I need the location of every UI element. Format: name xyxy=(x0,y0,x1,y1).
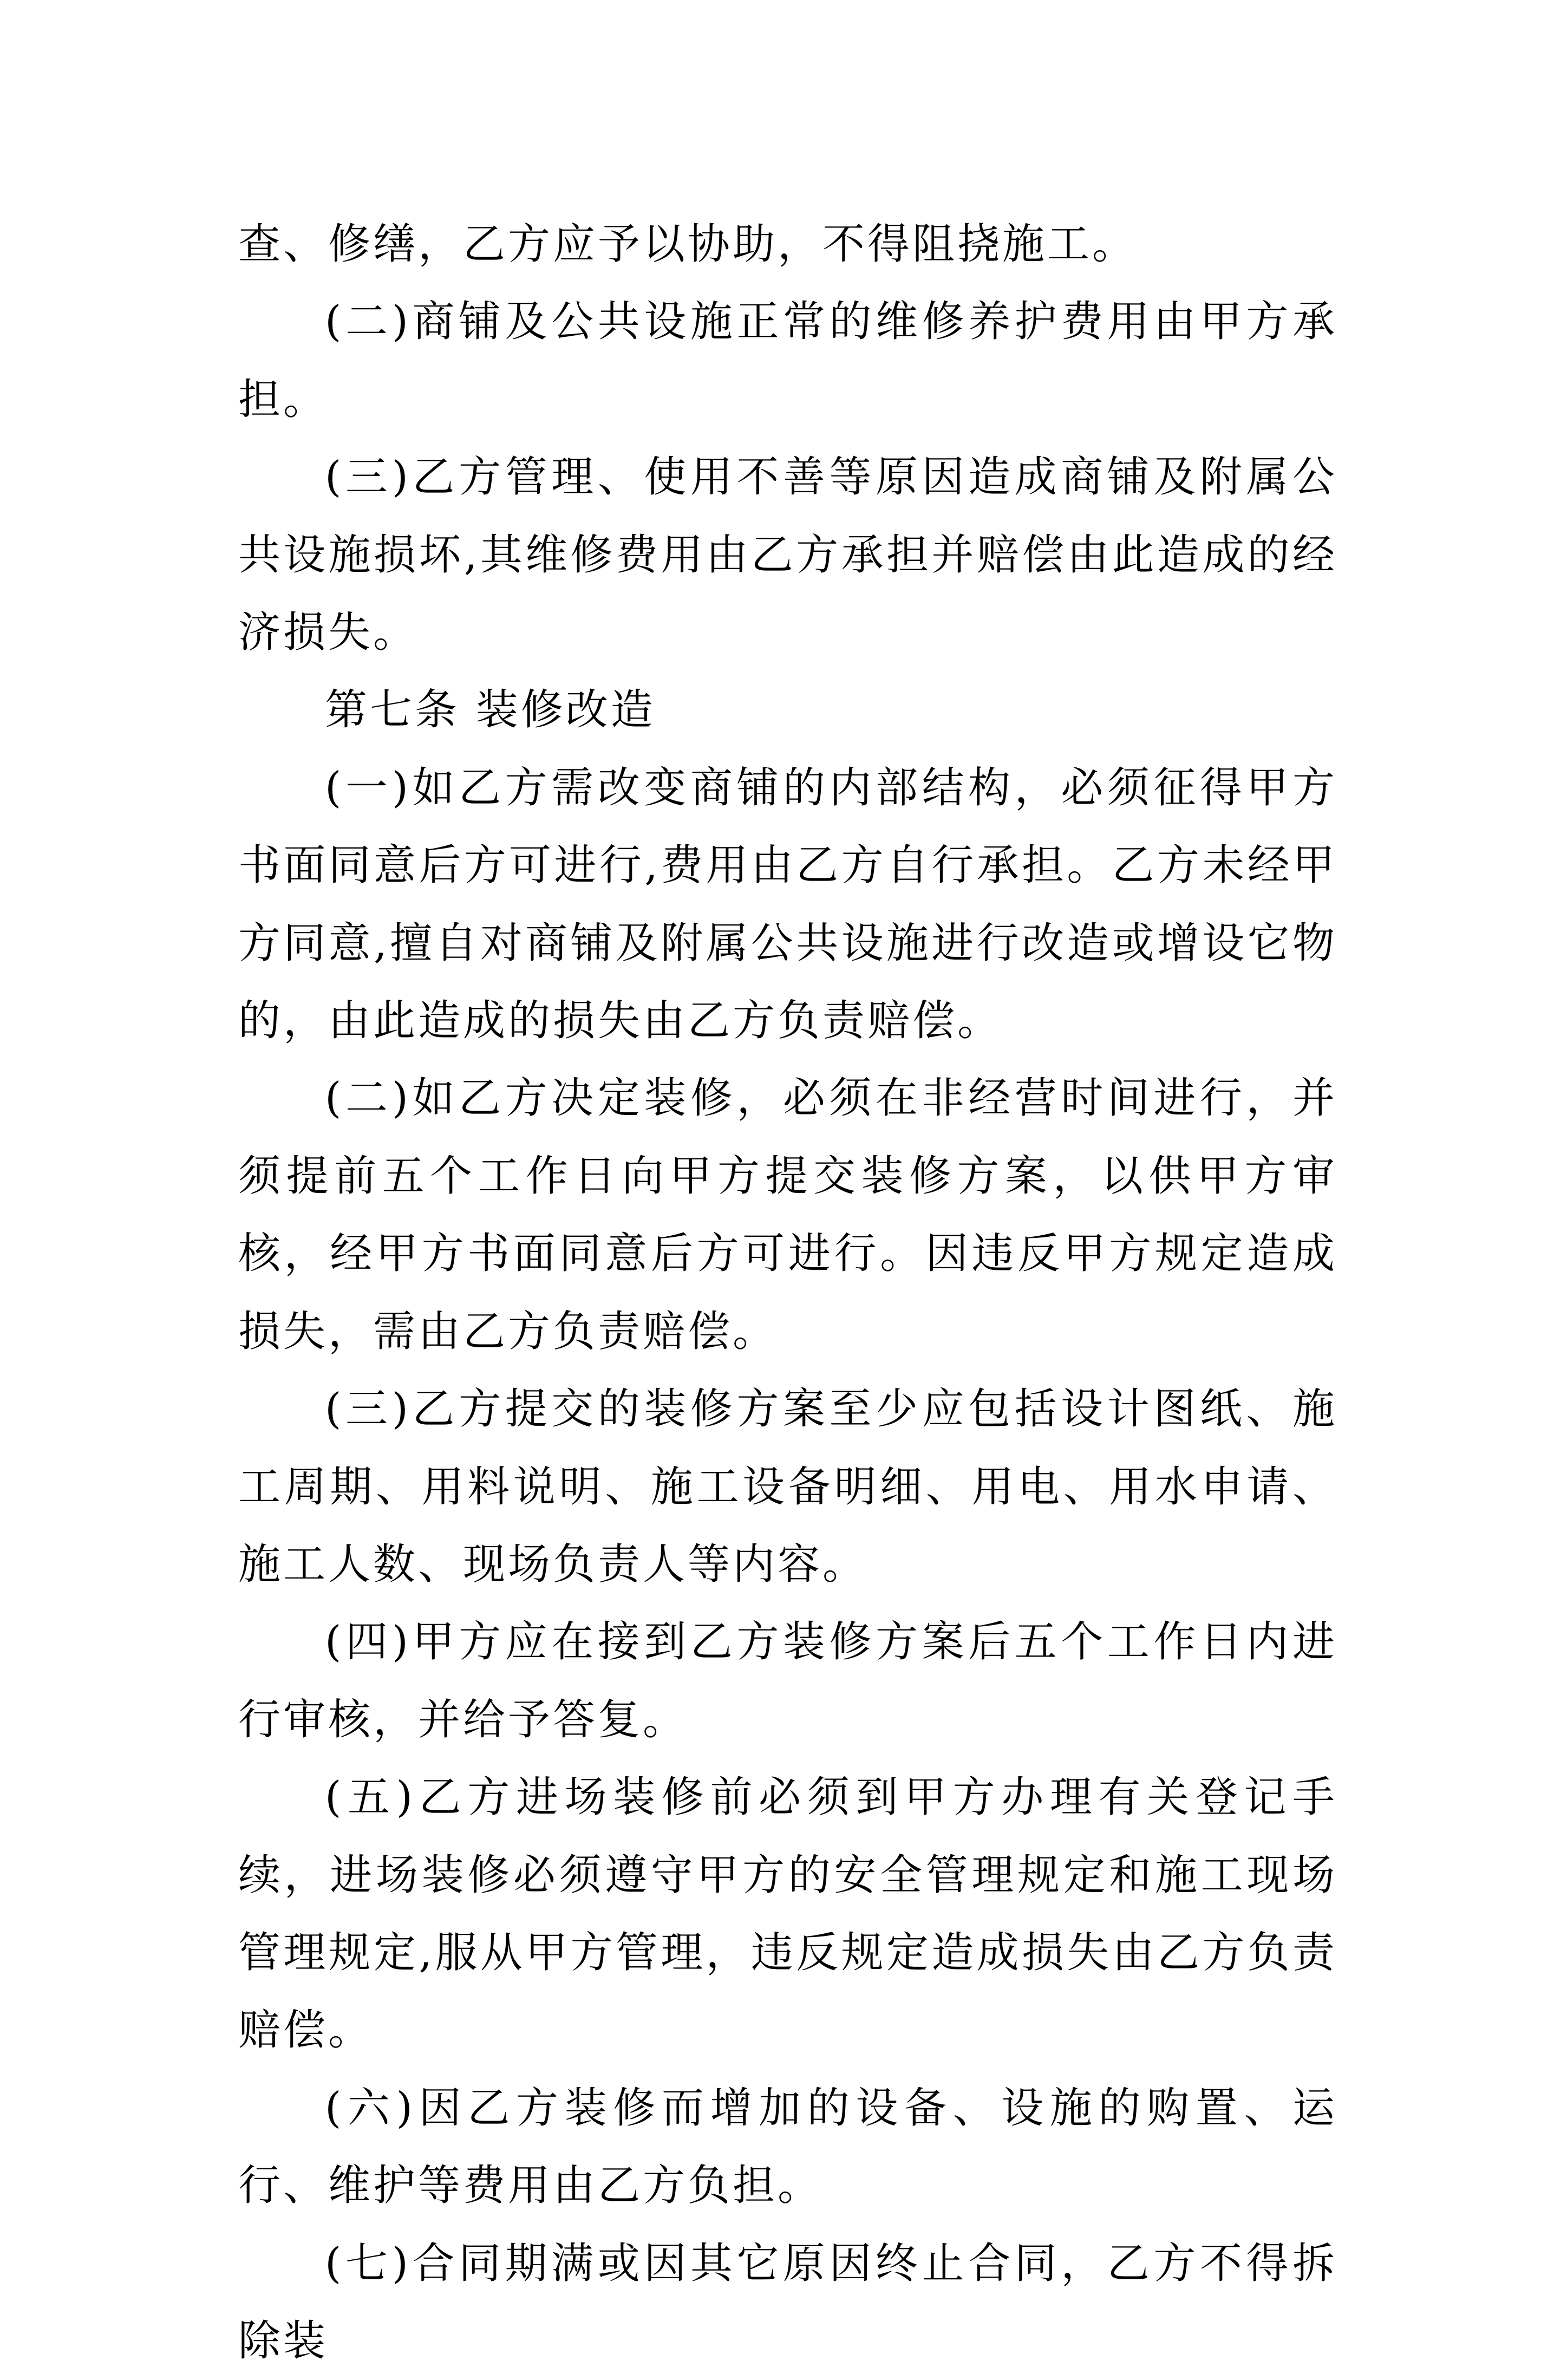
clause-7-item-3: (三)乙方提交的装修方案至少应包括设计图纸、施工周期、用料说明、施工设备明细、用电、用水申请、施工人数、现场负责人等内容。 xyxy=(238,1385,1337,1589)
clause-7-item-4: (四)甲方应在接到乙方装修方案后五个工作日内进行审核，并给予答复。 xyxy=(238,1618,1337,1744)
clause-7-item-2: (二)如乙方决定装修，必须在非经营时间进行，并须提前五个工作日向甲方提交装修方案，以供甲方审核，经甲方书面同意后方可进行。因违反甲方规定造成损失，需由乙方负责赔偿。 xyxy=(238,1074,1337,1356)
clause-6-item-2: (二)商铺及公共设施正常的维修养护费用由甲方承担。 xyxy=(238,297,1337,424)
clause-7-item-5: (五)乙方进场装修前必须到甲方办理有关登记手续，进场装修必须遵守甲方的安全管理规定和施工现场管理规定,服从甲方管理，违反规定造成损失由乙方负责赔偿。 xyxy=(238,1773,1337,2055)
document-body xyxy=(238,206,1337,2380)
clause-7-item-6: (六)因乙方装修而增加的设备、设施的购置、运行、维护等费用由乙方负担。 xyxy=(238,2083,1337,2211)
clause-6-item-3: (三)乙方管理、使用不善等原因造成商铺及附属公共设施损坏,其维修费用由乙方承担并赔偿由此造成的经济损失。 xyxy=(238,453,1337,657)
clause-7-item-1: (一)如乙方需改变商铺的内部结构，必须征得甲方书面同意后方可进行,费用由乙方自行承担。乙方未经甲方同意,擅自对商铺及附属公共设施进行改造或增设它物的，由此造成的损失由乙方负责赔偿。 xyxy=(238,763,1337,1046)
paragraph-continuation: 查、修缮，乙方应予以协助，不得阻挠施工。 xyxy=(238,220,1138,269)
clause-7-heading: 第七条 装修改造 xyxy=(325,686,656,735)
clause-7-item-7: (七)合同期满或因其它原因终止合同，乙方不得拆除装 xyxy=(238,2239,1337,2365)
